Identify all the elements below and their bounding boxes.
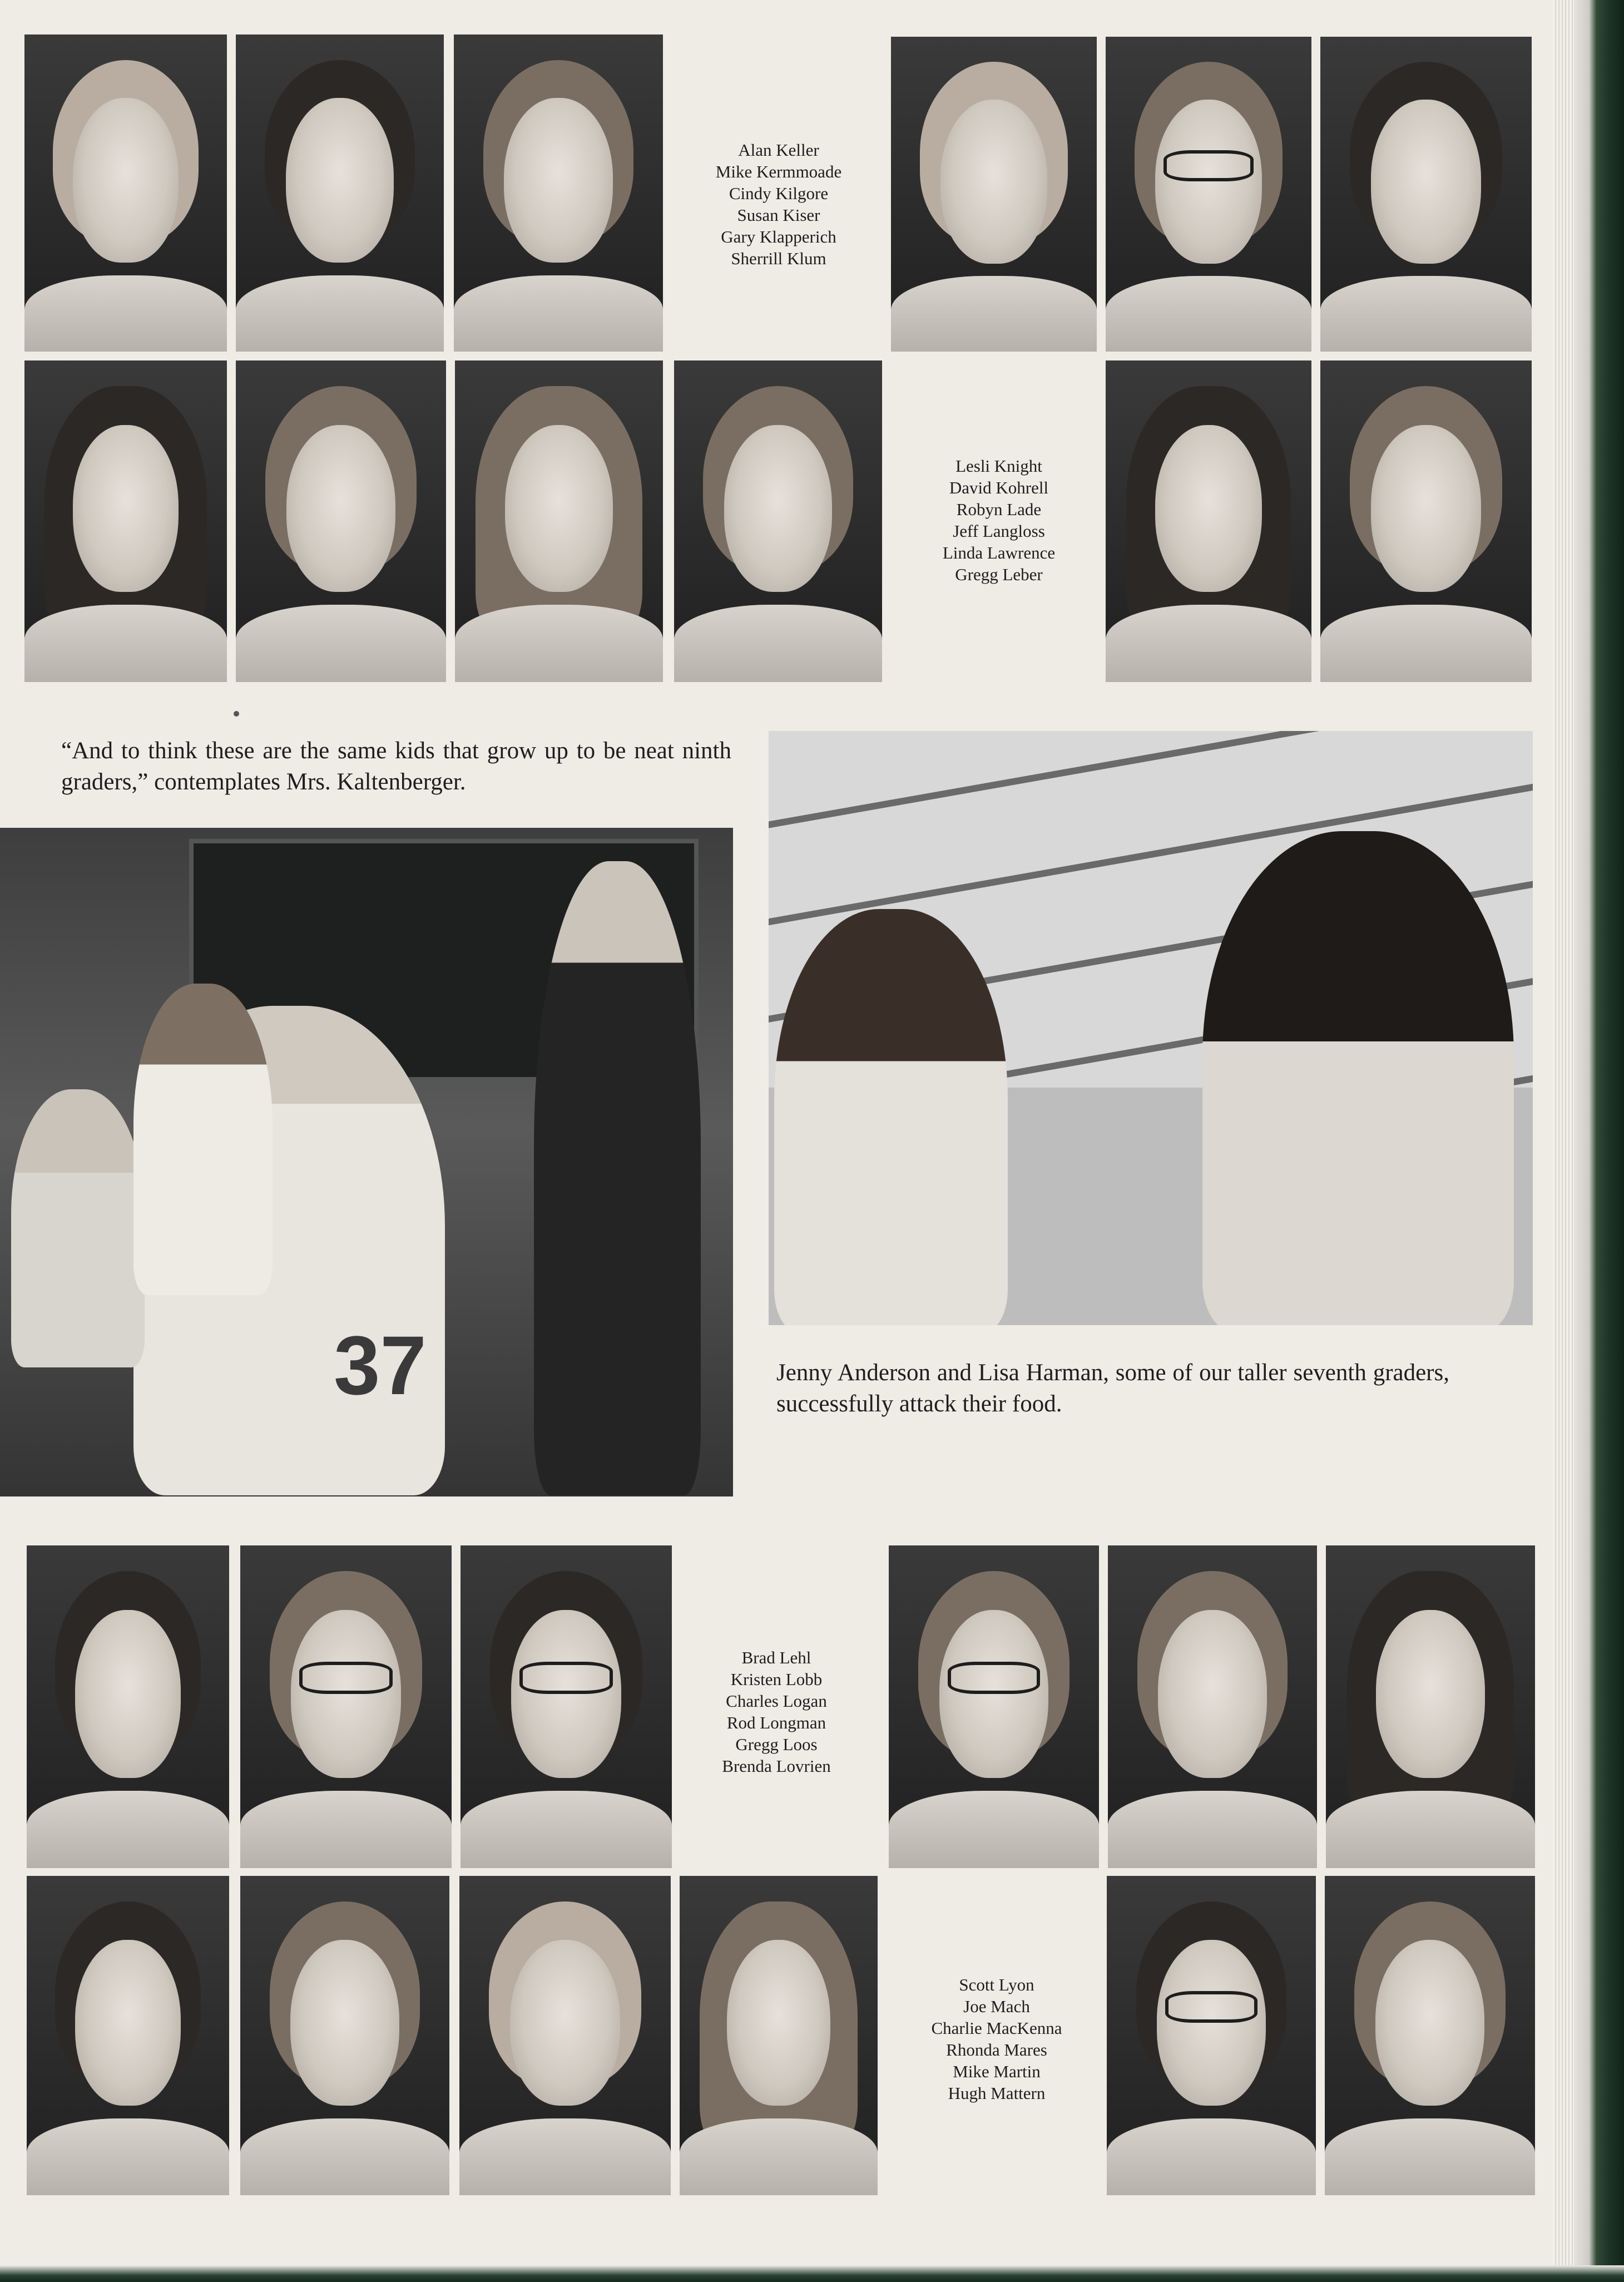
student-name: Charlie MacKenna [931, 2018, 1062, 2038]
portrait-gregg-loos [1108, 1545, 1317, 1868]
names-group-3 [665, 1647, 888, 1777]
portrait-joe-mach [240, 1876, 449, 2195]
classroom-caption: “And to think these are the same kids that grow up to be neat ninth graders,” contemplates Mrs. Kaltenberger. [61, 738, 731, 795]
student-name: Rod Longman [726, 1713, 826, 1732]
student-name: Gary Klapperich [721, 227, 836, 246]
portrait-scott-lyon [27, 1876, 229, 2195]
girl-figure-right [1202, 831, 1514, 1325]
names-group-1 [667, 139, 890, 269]
portrait-linda-lawrence [1106, 360, 1311, 682]
student-name: Joe Mach [963, 1997, 1030, 2016]
portrait-gregg-leber [1320, 360, 1532, 682]
jersey-number: 37 [334, 1318, 427, 1412]
student-name: Jeff Langloss [953, 521, 1045, 541]
student-name: Linda Lawrence [942, 543, 1056, 562]
portrait-charles-logan [461, 1545, 672, 1868]
portrait-lesli-knight [24, 360, 227, 682]
portrait-alan-keller [24, 34, 227, 352]
portrait-brad-lehl [27, 1545, 229, 1868]
teacher-figure [534, 861, 701, 1495]
bottom-edge [0, 2265, 1624, 2282]
food-caption: Jenny Anderson and Lisa Harman, some of our taller seventh graders, successfully attack their food. [776, 1360, 1449, 1417]
student-name: Gregg Loos [735, 1735, 818, 1754]
student-name: Charles Logan [726, 1691, 827, 1711]
speck [234, 711, 239, 717]
portrait-david-kohrell [236, 360, 446, 682]
student-name: Scott Lyon [959, 1975, 1034, 1994]
student-name: Cindy Kilgore [729, 184, 829, 203]
portrait-charlie-mackenna [459, 1876, 671, 2195]
portrait-robyn-lade [455, 360, 663, 682]
girl-figure-left [774, 909, 1008, 1325]
portrait-sherrill-klum [1320, 37, 1532, 352]
student-name: Gregg Leber [955, 565, 1043, 584]
portrait-mike-kermmoade [236, 34, 444, 352]
portrait-rhonda-mares [680, 1876, 878, 2195]
portrait-kristen-lobb [240, 1545, 452, 1868]
student-name: Lesli Knight [955, 456, 1042, 476]
student-name: Alan Keller [738, 140, 819, 160]
portrait-rod-longman [889, 1545, 1099, 1868]
classroom-photo [0, 828, 733, 1496]
food-photo [769, 731, 1533, 1325]
student-name: Brenda Lovrien [722, 1756, 831, 1776]
student-name: Robyn Lade [956, 500, 1042, 519]
page-edge [1553, 0, 1574, 2282]
student-name: Mike Kermmoade [715, 162, 842, 181]
portrait-brenda-lovrien [1326, 1545, 1535, 1868]
names-group-2 [888, 455, 1110, 585]
portrait-gary-klapperich [1106, 37, 1311, 352]
student-name: Rhonda Mares [946, 2040, 1047, 2059]
student-name: Mike Martin [953, 2062, 1041, 2081]
portrait-hugh-mattern [1325, 1876, 1535, 2195]
portrait-susan-kiser [891, 37, 1097, 352]
book-binding [1574, 0, 1624, 2282]
student-name: David Kohrell [949, 478, 1049, 497]
student-figure-back [133, 984, 273, 1295]
names-group-4 [885, 1974, 1108, 2104]
portrait-mike-martin [1107, 1876, 1316, 2195]
student-figure-left [11, 1089, 145, 1367]
portrait-cindy-kilgore [454, 34, 663, 352]
student-name: Kristen Lobb [730, 1669, 823, 1689]
student-name: Sherrill Klum [731, 249, 826, 268]
portrait-jeff-langloss [674, 360, 882, 682]
student-name: Hugh Mattern [948, 2083, 1046, 2103]
student-name: Brad Lehl [741, 1648, 811, 1667]
student-name: Susan Kiser [737, 205, 820, 225]
